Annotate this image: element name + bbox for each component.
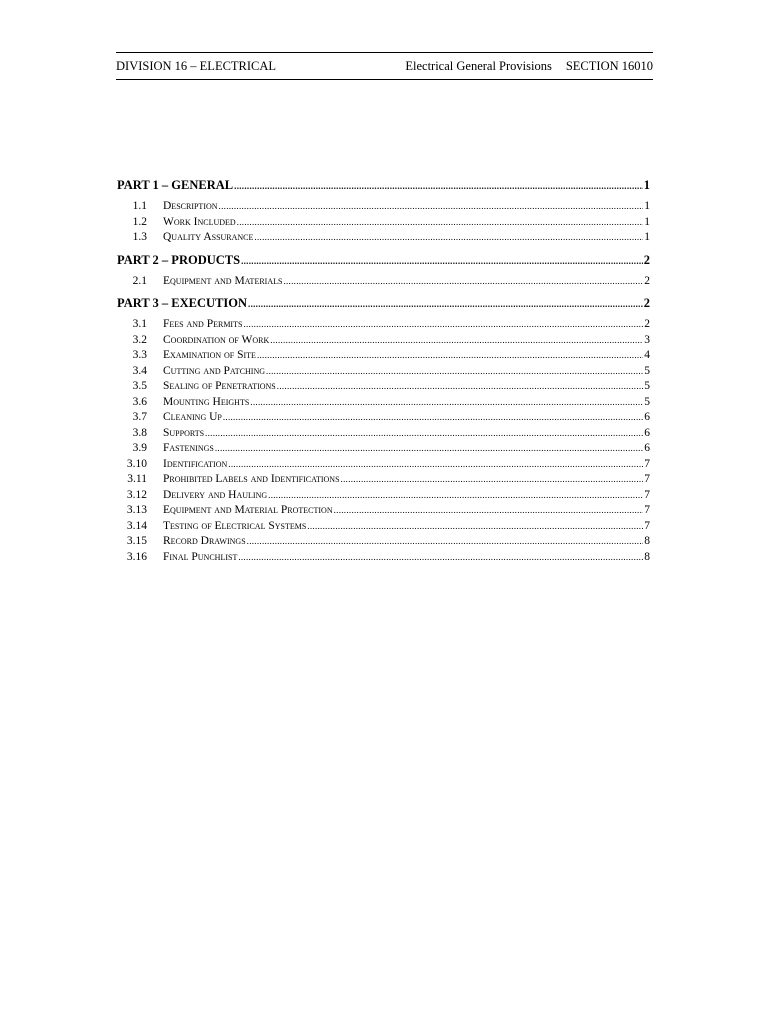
- dot-leader: [241, 256, 643, 266]
- toc-entry[interactable]: [117, 275, 650, 291]
- page-header: [116, 52, 653, 80]
- dot-leader: [254, 232, 643, 242]
- entry-number: 3.11: [127, 473, 147, 485]
- entry-title: Cleaning Up: [163, 411, 222, 423]
- dot-leader: [334, 505, 644, 515]
- entry-title: Sealing of Penetrations: [163, 380, 276, 392]
- toc-entry[interactable]: [117, 551, 650, 567]
- toc-entry[interactable]: [117, 473, 650, 489]
- toc-entry[interactable]: [117, 200, 650, 216]
- part-page-number: 2: [643, 252, 650, 267]
- dot-leader: [268, 490, 643, 500]
- entry-title: Supports: [163, 426, 205, 439]
- entry-title: Delivery and Hauling: [163, 488, 268, 501]
- dot-leader: [257, 350, 643, 360]
- dot-leader: [247, 536, 644, 546]
- entry-number: 3.2: [132, 333, 147, 346]
- dot-leader: [266, 366, 643, 376]
- entry-title: Cutting and Patching: [163, 364, 266, 377]
- entry-title: Description: [163, 200, 218, 212]
- toc-entry[interactable]: [117, 489, 650, 505]
- toc-entry[interactable]: [117, 520, 650, 536]
- entry-title: Work Included: [163, 215, 236, 228]
- dot-leader: [238, 552, 643, 562]
- dot-leader: [307, 521, 643, 531]
- table-of-contents: [117, 178, 650, 566]
- entry-page-number: 8: [644, 535, 650, 547]
- toc-entry[interactable]: [117, 396, 650, 412]
- part-title: PART 2 – PRODUCTS: [117, 252, 241, 267]
- toc-entry[interactable]: [117, 458, 650, 474]
- entry-page-number: 7: [644, 488, 650, 501]
- document-title: Electrical General Provisions: [405, 58, 552, 73]
- entry-page-number: 1: [644, 200, 650, 212]
- toc-entry[interactable]: [117, 535, 650, 551]
- entry-page-number: 5: [644, 395, 650, 408]
- entry-title: Identification: [163, 457, 228, 470]
- dot-leader: [234, 181, 643, 191]
- toc-entry[interactable]: [117, 216, 650, 232]
- dot-leader: [219, 201, 644, 211]
- dot-leader: [215, 443, 643, 453]
- entry-number: 2.1: [132, 274, 147, 287]
- toc-entry[interactable]: [117, 427, 650, 443]
- toc-entry[interactable]: [117, 349, 650, 365]
- dot-leader: [243, 319, 643, 329]
- division-label: DIVISION 16 – ELECTRICAL: [116, 58, 277, 73]
- entry-number: 3.13: [126, 504, 147, 516]
- entry-number: 3.1: [132, 318, 147, 330]
- entry-number: 3.3: [132, 349, 147, 361]
- entry-page-number: 4: [644, 349, 650, 361]
- entry-number: 3.12: [126, 488, 147, 501]
- entry-number: 1.3: [132, 231, 147, 243]
- part-page-number: 2: [643, 296, 650, 310]
- entry-number: 3.14: [126, 519, 147, 532]
- entry-page-number: 2: [644, 318, 650, 330]
- entry-number: 3.7: [132, 411, 147, 423]
- entry-page-number: 7: [644, 519, 650, 532]
- toc-part-heading[interactable]: [117, 296, 650, 313]
- entry-page-number: 3: [644, 333, 650, 346]
- entry-page-number: 6: [644, 442, 650, 454]
- entry-number: 3.9: [132, 442, 147, 454]
- entry-title: Equipment and Materials: [163, 274, 283, 287]
- entry-title: Fastenings: [163, 442, 214, 454]
- toc-part-heading[interactable]: [117, 253, 650, 270]
- part-title: PART 3 – EXECUTION: [117, 296, 248, 310]
- dot-leader: [237, 217, 644, 227]
- entry-page-number: 1: [644, 215, 650, 228]
- toc-item-list: [117, 318, 650, 566]
- entry-number: 3.10: [126, 457, 147, 470]
- dot-leader: [341, 474, 644, 484]
- entry-title: Prohibited Labels and Identifications: [163, 473, 340, 485]
- entry-page-number: 5: [644, 364, 650, 377]
- header-right: [405, 59, 653, 74]
- dot-leader: [250, 397, 643, 407]
- toc-item-list: [117, 275, 650, 291]
- dot-leader: [223, 412, 643, 422]
- entry-title: Examination of Site: [163, 349, 256, 361]
- toc-item-list: [117, 200, 650, 247]
- toc-part-heading[interactable]: [117, 178, 650, 195]
- dot-leader: [205, 428, 643, 438]
- entry-page-number: 5: [644, 380, 650, 392]
- entry-page-number: 6: [644, 426, 650, 439]
- toc-entry[interactable]: [117, 380, 650, 396]
- part-title: PART 1 – GENERAL: [117, 178, 234, 192]
- entry-title: Fees and Permits: [163, 318, 243, 330]
- dot-leader: [270, 335, 643, 345]
- entry-title: Record Drawings: [163, 535, 246, 547]
- entry-number: 3.6: [132, 395, 147, 408]
- dot-leader: [228, 459, 643, 469]
- toc-entry[interactable]: [117, 504, 650, 520]
- entry-title: Equipment and Material Protection: [163, 504, 333, 516]
- entry-title: Coordination of Work: [163, 333, 270, 346]
- entry-number: 1.2: [132, 215, 147, 228]
- toc-entry[interactable]: [117, 442, 650, 458]
- toc-entry[interactable]: [117, 318, 650, 334]
- entry-page-number: 2: [644, 274, 650, 287]
- entry-page-number: 8: [644, 550, 650, 563]
- entry-number: 3.16: [126, 550, 147, 563]
- entry-number: 3.8: [132, 426, 147, 439]
- entry-title: Testing of Electrical Systems: [163, 519, 307, 532]
- entry-page-number: 7: [644, 504, 650, 516]
- dot-leader: [283, 276, 643, 286]
- toc-entry[interactable]: [117, 365, 650, 381]
- part-page-number: 1: [643, 178, 650, 192]
- entry-page-number: 1: [644, 231, 650, 243]
- entry-page-number: 7: [644, 457, 650, 470]
- entry-number: 3.4: [132, 364, 147, 377]
- entry-number: 1.1: [132, 200, 147, 212]
- dot-leader: [248, 299, 643, 309]
- entry-title: Final Punchlist: [163, 550, 238, 563]
- toc-entry[interactable]: [117, 231, 650, 247]
- entry-title: Quality Assurance: [163, 231, 254, 243]
- entry-number: 3.5: [132, 380, 147, 392]
- section-number: SECTION 16010: [565, 58, 653, 73]
- toc-entry[interactable]: [117, 411, 650, 427]
- entry-number: 3.15: [126, 535, 147, 547]
- toc-entry[interactable]: [117, 334, 650, 350]
- entry-title: Mounting Heights: [163, 395, 250, 408]
- entry-page-number: 6: [644, 411, 650, 423]
- dot-leader: [277, 381, 643, 391]
- entry-page-number: 7: [644, 473, 650, 485]
